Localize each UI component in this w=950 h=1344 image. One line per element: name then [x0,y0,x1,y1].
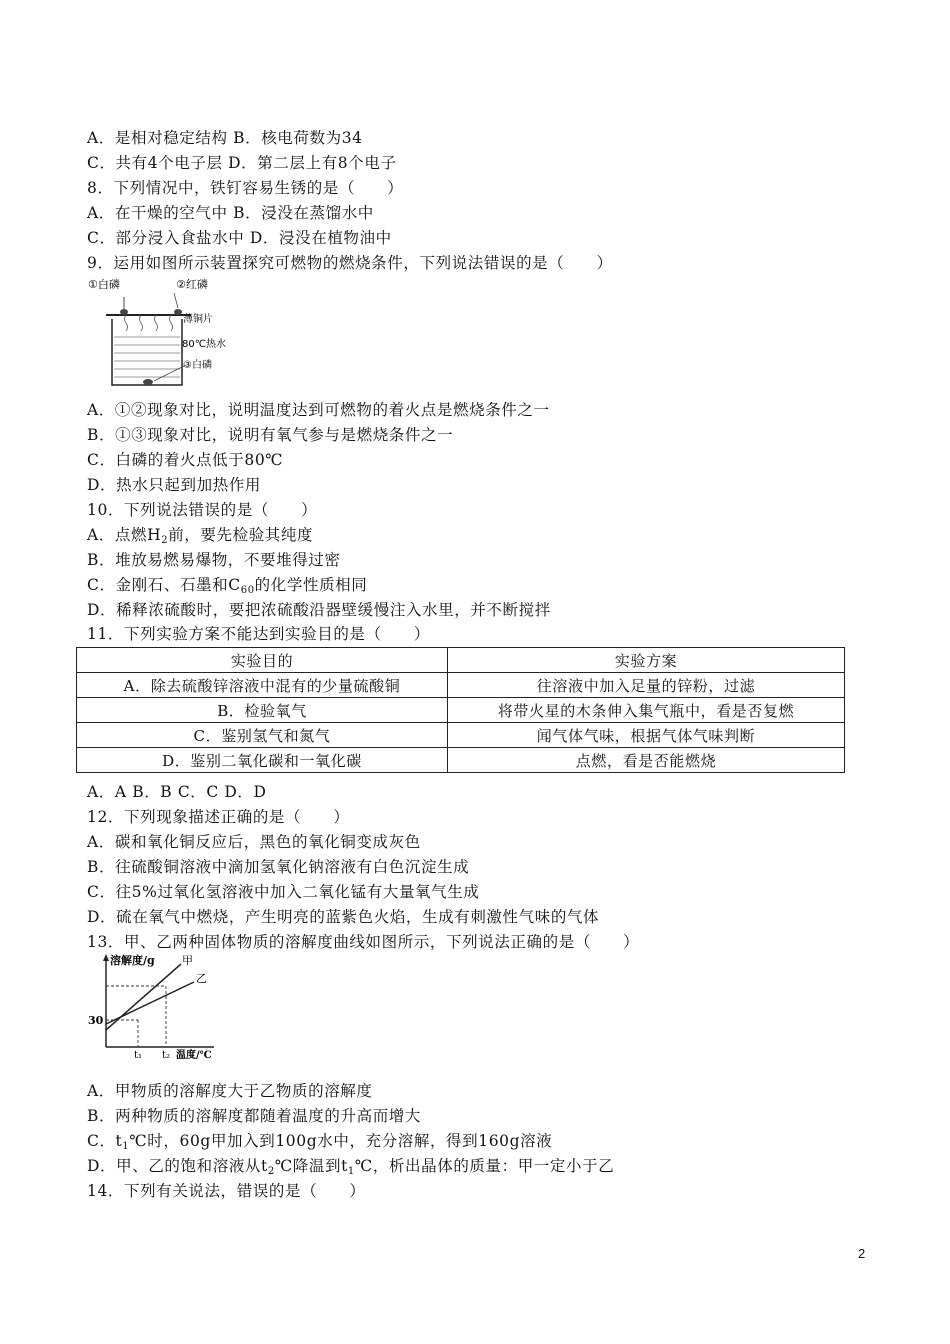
plan-cell: 点燃，看是否能燃烧 [448,748,845,773]
label-white-phosphorus-1: ①白磷 [88,278,120,291]
table-row [77,698,845,723]
q10-option-c: C．金刚石、石墨和$C_{60}$的化学性质相同 [87,576,368,596]
purpose-cell: B．检验氧气 [77,698,448,723]
label-hot-water: 80℃热水 [182,339,226,350]
y-tick-30: 30 [88,1014,104,1027]
q9-option-a: A．①②现象对比，说明温度达到可燃物的着火点是燃烧条件之一 [87,401,550,419]
solubility-curve-figure [86,952,226,1062]
label-copper-sheet: 薄铜片 [183,314,213,325]
plan-cell: 往溶液中加入足量的锌粉，过滤 [448,673,845,698]
series-label-yi: 乙 [196,972,207,985]
purpose-cell: D．鉴别二氧化碳和一氧化碳 [77,748,448,773]
header-purpose: 实验目的 [77,648,448,673]
q13-option-a: A．甲物质的溶解度大于乙物质的溶解度 [87,1082,373,1100]
q8-stem: 8．下列情况中，铁钉容易生锈的是（ ） [87,179,404,197]
q7-option-line-2: C．共有4个电子层 D．第二层上有8个电子 [87,154,397,172]
q9-option-d: D．热水只起到加热作用 [87,476,262,494]
q14-stem: 14．下列有关说法，错误的是（ ） [87,1182,366,1200]
label-red-phosphorus: ②红磷 [176,278,208,291]
purpose-cell: C．鉴别氢气和氮气 [77,723,448,748]
q13-option-c: C．$t_1℃$时，60g甲加入到100g水中，充分溶解，得到160g溶液 [87,1132,553,1152]
q12-option-a: A．碳和氧化铜反应后，黑色的氧化铜变成灰色 [87,833,421,851]
q10-option-d: D．稀释浓硫酸时，要把浓硫酸沿器壁缓慢注入水里，并不断搅拌 [87,601,551,619]
q9-option-b: B．①③现象对比，说明有氧气参与是燃烧条件之一 [87,426,454,444]
q12-option-d: D．硫在氧气中燃烧，产生明亮的蓝紫色火焰，生成有刺激性气味的气体 [87,908,600,926]
purpose-cell: A．除去硫酸锌溶液中混有的少量硫酸铜 [77,673,448,698]
q8-option-line-1: A．在干燥的空气中 B．浸没在蒸馏水中 [87,204,374,222]
experiment-table [76,647,845,773]
header-plan: 实验方案 [448,648,845,673]
table-row [77,723,845,748]
table-row [77,748,845,773]
q10-option-a: A．点燃$H_2$前，要先检验其纯度 [87,526,314,546]
q9-stem: 9．运用如图所示装置探究可燃物的燃烧条件，下列说法错误的是（ ） [87,254,613,272]
x-tick-t2: t₂ [162,1050,171,1061]
q11-stem: 11．下列实验方案不能达到实验目的是（ ） [87,625,430,643]
q10-stem: 10．下列说法错误的是（ ） [87,501,318,519]
q13-option-b: B．两种物质的溶解度都随着温度的升高而增大 [87,1107,421,1125]
q7-option-line-1: A．是相对稳定结构 B．核电荷数为34 [87,129,363,147]
q13-option-d: D．甲、乙的饱和溶液从$t_2℃$降温到$t_1℃$，析出晶体的质量：甲一定小于乙 [87,1157,615,1177]
q12-option-c: C．往5%过氧化氢溶液中加入二氧化锰有大量氧气生成 [87,883,480,901]
q8-option-line-2: C．部分浸入食盐水中 D．浸没在植物油中 [87,229,392,247]
q12-stem: 12．下列现象描述正确的是（ ） [87,808,350,826]
combustion-apparatus-figure [86,275,231,390]
y-axis-label: 溶解度/g [110,954,155,967]
x-tick-t1: t₁ [134,1050,143,1061]
label-white-phosphorus-3: ③白磷 [183,360,212,371]
series-label-jia: 甲 [182,954,193,967]
q9-option-c: C．白磷的着火点低于80℃ [87,451,284,469]
q13-stem: 13．甲、乙两种固体物质的溶解度曲线如图所示，下列说法正确的是（ ） [87,933,640,951]
q10-option-b: B．堆放易燃易爆物，不要堆得过密 [87,551,341,569]
x-axis-label: 温度/℃ [176,1050,212,1061]
q11-answers: A．A B．B C．C D．D [87,783,267,801]
plan-cell: 将带火星的木条伸入集气瓶中，看是否复燃 [448,698,845,723]
page-number: 2 [858,1246,866,1261]
q12-option-b: B．往硫酸铜溶液中滴加氢氧化钠溶液有白色沉淀生成 [87,858,470,876]
plan-cell: 闻气体气味，根据气体气味判断 [448,723,845,748]
table-header-row [77,648,845,673]
table-row [77,673,845,698]
